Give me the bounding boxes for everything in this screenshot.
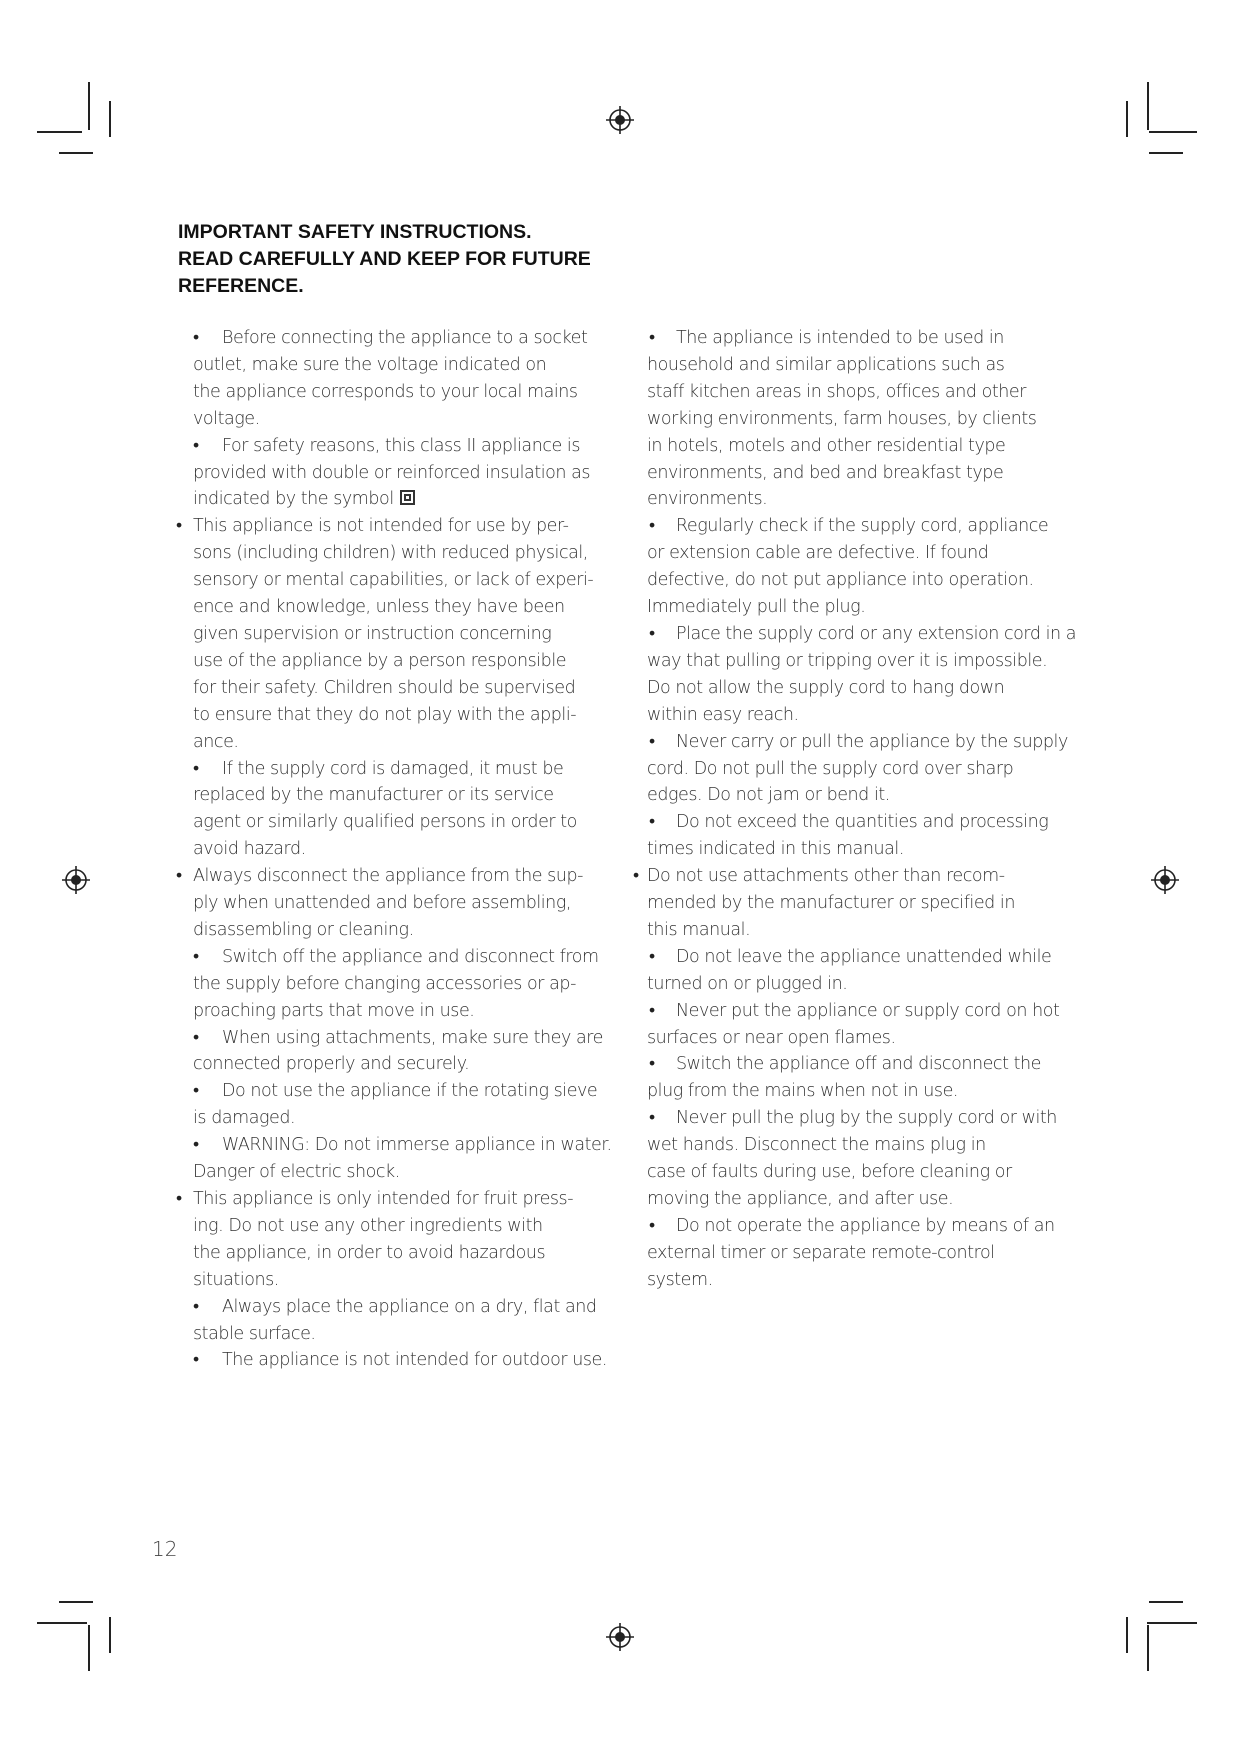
bullet: • bbox=[649, 946, 655, 967]
list-item bbox=[647, 729, 1102, 810]
title-line: REFERENCE. bbox=[178, 275, 304, 297]
bullet: • bbox=[193, 758, 199, 779]
item-text: The appliance is not intended for outdoor use. bbox=[222, 1350, 607, 1371]
item-text: environments. bbox=[647, 489, 768, 510]
list-item bbox=[176, 756, 631, 864]
bullet: • bbox=[193, 1350, 199, 1371]
registration-mark-icon bbox=[1148, 863, 1182, 897]
item-text: Place the supply cord or any extension cord in a bbox=[676, 623, 1077, 644]
item-text: connected properly and securely. bbox=[193, 1054, 470, 1075]
item-text: this manual. bbox=[647, 919, 751, 940]
item-text: replaced by the manufacturer or its service bbox=[193, 785, 554, 806]
item-text: the appliance, in order to avoid hazardous bbox=[193, 1242, 546, 1263]
bullet: • bbox=[649, 1054, 655, 1075]
item-text: sensory or mental capabilities, or lack of experi- bbox=[193, 570, 594, 591]
list-item bbox=[176, 433, 631, 514]
item-text: mended by the manufacturer or specified in bbox=[647, 893, 1015, 914]
bullet: • bbox=[649, 623, 655, 644]
item-text: ence and knowledge, unless they have been bbox=[193, 597, 565, 618]
item-text: working environments, farm houses, by clients bbox=[647, 408, 1037, 429]
item-text: For safety reasons, this class II appliance is bbox=[222, 435, 581, 456]
item-text: Switch the appliance off and disconnect the bbox=[676, 1054, 1041, 1075]
bullet: • bbox=[649, 1215, 655, 1236]
item-text: times indicated in this manual. bbox=[647, 839, 904, 860]
list-item bbox=[647, 513, 1102, 621]
page-title bbox=[178, 219, 638, 300]
item-text: Always disconnect the appliance from the sup- bbox=[193, 866, 583, 887]
list-item bbox=[647, 1051, 1102, 1105]
item-text: or extension cable are defective. If found bbox=[647, 543, 989, 564]
item-text: the appliance corresponds to your local mains bbox=[193, 381, 578, 402]
item-text: avoid hazard. bbox=[193, 839, 306, 860]
item-text: staff kitchen areas in shops, offices and other bbox=[647, 381, 1026, 402]
list-item bbox=[176, 1186, 631, 1294]
item-text: situations. bbox=[193, 1269, 279, 1290]
list-item bbox=[647, 998, 1102, 1052]
item-text: for their safety. Children should be supervised bbox=[193, 677, 576, 698]
item-text: If the supply cord is damaged, it must be bbox=[222, 758, 564, 779]
bullet: • bbox=[193, 328, 199, 348]
item-text: Before connecting the appliance to a socket bbox=[222, 328, 588, 348]
list-item bbox=[176, 1294, 631, 1348]
bullet: • bbox=[193, 946, 199, 967]
item-text: surfaces or near open flames. bbox=[647, 1027, 896, 1048]
list-item bbox=[176, 1078, 631, 1132]
registration-mark-icon bbox=[603, 103, 637, 137]
list-item bbox=[176, 1132, 631, 1186]
item-text: household and similar applications such as bbox=[647, 354, 1005, 375]
page-number: 12 bbox=[152, 1537, 178, 1561]
registration-mark-icon bbox=[603, 1620, 637, 1654]
item-text: Do not operate the appliance by means of an bbox=[676, 1215, 1055, 1236]
item-text: Never pull the plug by the supply cord or with bbox=[676, 1108, 1057, 1129]
list-item bbox=[176, 1347, 631, 1374]
item-text: given supervision or instruction concerning bbox=[193, 623, 552, 644]
bullet: • bbox=[649, 328, 655, 348]
item-text: wet hands. Disconnect the mains plug in bbox=[647, 1135, 986, 1156]
bullet: • bbox=[649, 1108, 655, 1129]
bullet: • bbox=[649, 516, 655, 537]
title-line: IMPORTANT SAFETY INSTRUCTIONS. bbox=[178, 221, 532, 243]
item-text: proaching parts that move in use. bbox=[193, 1000, 475, 1021]
bullet: • bbox=[633, 866, 639, 887]
item-text: way that pulling or tripping over it is impossible. bbox=[647, 650, 1048, 671]
bullet: • bbox=[649, 731, 655, 752]
item-text: provided with double or reinforced insulation as bbox=[193, 462, 591, 483]
right-column bbox=[633, 325, 1102, 1294]
bullet: • bbox=[193, 1296, 199, 1317]
item-text: Danger of electric shock. bbox=[193, 1162, 400, 1183]
title-line: READ CAREFULLY AND KEEP FOR FUTURE bbox=[178, 248, 591, 270]
list-item bbox=[176, 325, 631, 433]
item-text: edges. Do not jam or bend it. bbox=[647, 785, 890, 806]
item-text: stable surface. bbox=[193, 1323, 316, 1344]
bullet: • bbox=[193, 435, 199, 456]
item-text: is damaged. bbox=[193, 1108, 296, 1129]
item-text: This appliance is only intended for fruit press- bbox=[193, 1189, 574, 1209]
item-text: environments, and bed and breakfast type bbox=[647, 462, 1004, 483]
item-text: Never put the appliance or supply cord on hot bbox=[676, 1000, 1060, 1021]
left-column bbox=[176, 325, 631, 1374]
list-item bbox=[647, 1105, 1102, 1213]
item-text: external timer or separate remote-control bbox=[647, 1242, 995, 1263]
item-text: Immediately pull the plug. bbox=[647, 597, 866, 618]
item-text: system. bbox=[647, 1269, 713, 1290]
list-item bbox=[176, 1025, 631, 1079]
item-text: in hotels, motels and other residential type bbox=[647, 435, 1006, 456]
bullet: • bbox=[176, 1189, 182, 1209]
item-text: The appliance is intended to be used in bbox=[676, 328, 1004, 348]
item-text: turned on or plugged in. bbox=[647, 973, 848, 994]
item-text: use of the appliance by a person responsible bbox=[193, 650, 567, 671]
item-text: cord. Do not pull the supply cord over sharp bbox=[647, 758, 1014, 779]
item-text: Do not leave the appliance unattended while bbox=[676, 946, 1052, 967]
item-text: Regularly check if the supply cord, appliance bbox=[676, 516, 1049, 537]
list-item bbox=[647, 1213, 1102, 1294]
list-item bbox=[633, 863, 1102, 944]
bullet: • bbox=[193, 1027, 199, 1048]
item-text: ing. Do not use any other ingredients with bbox=[193, 1215, 543, 1236]
item-text: plug from the mains when not in use. bbox=[647, 1081, 959, 1102]
list-item bbox=[647, 325, 1102, 513]
item-text: Never carry or pull the appliance by the supply bbox=[676, 731, 1068, 752]
item-text: within easy reach. bbox=[647, 704, 799, 725]
registration-mark-icon bbox=[59, 863, 93, 897]
item-text: Do not use the appliance if the rotating sieve bbox=[222, 1081, 598, 1102]
item-text: Do not use attachments other than recom- bbox=[647, 866, 1005, 887]
item-text: sons (including children) with reduced physical, bbox=[193, 543, 588, 564]
list-item bbox=[176, 944, 631, 1025]
item-text: This appliance is not intended for use by per- bbox=[193, 516, 569, 537]
item-text: agent or similarly qualified persons in order to bbox=[193, 812, 577, 833]
class-ii-symbol-icon bbox=[400, 490, 415, 505]
bullet: • bbox=[649, 812, 655, 833]
item-text: to ensure that they do not play with the appli- bbox=[193, 704, 577, 725]
item-text: the supply before changing accessories or ap- bbox=[193, 973, 576, 994]
bullet: • bbox=[649, 1000, 655, 1021]
item-text: Do not exceed the quantities and processing bbox=[676, 812, 1049, 833]
item-text: defective, do not put appliance into operation. bbox=[647, 570, 1034, 591]
item-text: indicated by the symbol bbox=[193, 489, 394, 510]
item-text: moving the appliance, and after use. bbox=[647, 1189, 954, 1209]
item-text: voltage. bbox=[193, 408, 260, 429]
item-text: When using attachments, make sure they are bbox=[222, 1027, 603, 1048]
item-text: outlet, make sure the voltage indicated on bbox=[193, 354, 547, 375]
item-text: Do not allow the supply cord to hang down bbox=[647, 677, 1005, 698]
item-text: WARNING: Do not immerse appliance in water. bbox=[222, 1135, 612, 1156]
bullet: • bbox=[176, 516, 182, 537]
bullet: • bbox=[193, 1135, 199, 1156]
list-item bbox=[176, 863, 631, 944]
list-item bbox=[647, 809, 1102, 863]
item-text: ply when unattended and before assembling, bbox=[193, 893, 571, 914]
list-item bbox=[647, 944, 1102, 998]
item-text: ance. bbox=[193, 731, 239, 752]
item-text: disassembling or cleaning. bbox=[193, 919, 414, 940]
item-text: case of faults during use, before cleaning or bbox=[647, 1162, 1012, 1183]
item-text: Always place the appliance on a dry, flat and bbox=[222, 1296, 597, 1317]
bullet: • bbox=[176, 866, 182, 887]
item-text: Switch off the appliance and disconnect from bbox=[222, 946, 599, 967]
bullet: • bbox=[193, 1081, 199, 1102]
list-item bbox=[176, 513, 631, 755]
list-item bbox=[647, 621, 1102, 729]
